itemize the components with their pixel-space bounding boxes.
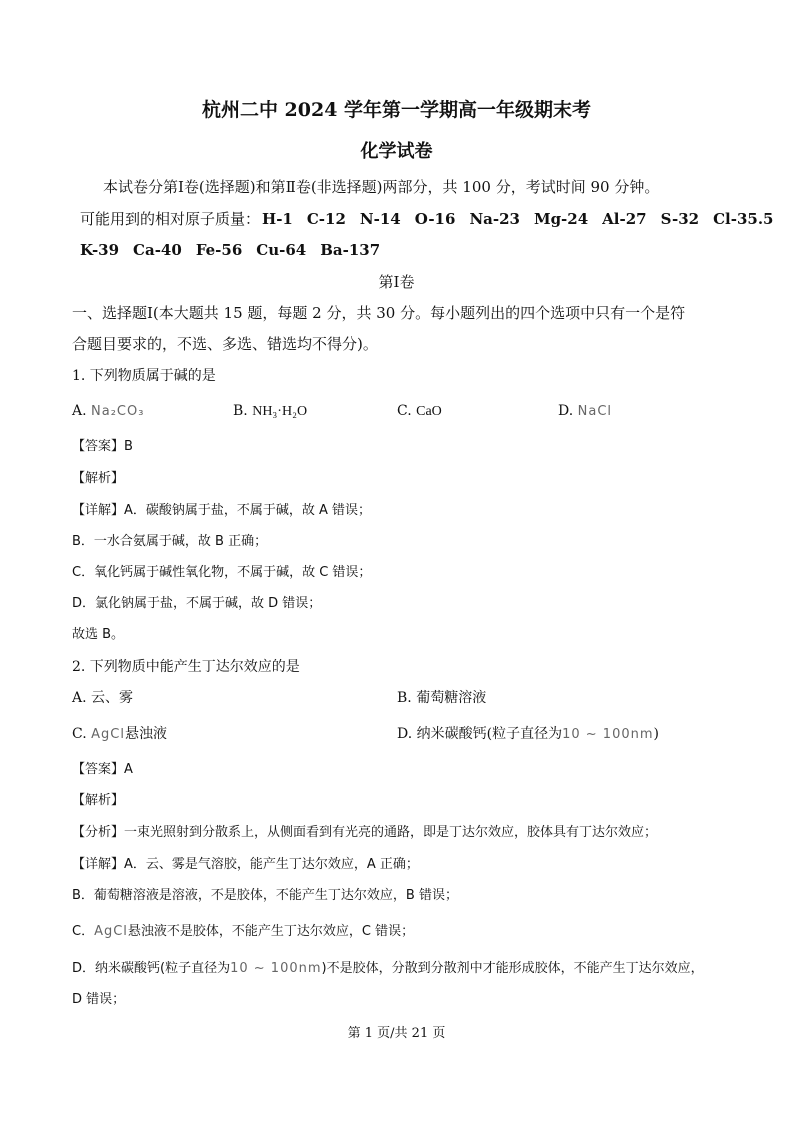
atomic-mass: Cl-35.5 bbox=[713, 210, 774, 228]
option-text: 纳米碳酸钙(粒子直径为 bbox=[416, 726, 563, 742]
option-text: ) bbox=[653, 726, 659, 742]
question-2-detail-line: 【详解】A．云、雾是气溶胶，能产生丁达尔效应，A 正确； bbox=[72, 857, 419, 872]
option-formula: NaCl bbox=[577, 404, 613, 419]
detail-text: )不是胶体，分散到分散剂中才能形成胶体，不能产生丁达尔效应， bbox=[321, 961, 704, 976]
question-1-stem: 1. 下列物质属于碱的是 bbox=[72, 368, 216, 384]
question-2-detail-line: B．葡萄糖溶液是溶液，不是胶体，不能产生丁达尔效应，B 错误； bbox=[72, 888, 458, 903]
option-letter: B. bbox=[233, 403, 248, 419]
atomic-mass-row-1 bbox=[80, 209, 774, 229]
question-2-option-d bbox=[397, 724, 659, 745]
atomic-mass-label: 可能用到的相对原子质量： bbox=[80, 210, 261, 228]
atomic-mass: Fe-56 bbox=[195, 241, 243, 259]
question-2-option-c bbox=[72, 724, 167, 745]
option-formula: Na₂CO₃ bbox=[91, 404, 145, 419]
option-letter: B. bbox=[397, 690, 412, 706]
question-1-option-b bbox=[233, 401, 307, 422]
question-2-detail-line-c bbox=[72, 922, 414, 942]
exam-subtitle: 化学试卷 bbox=[360, 141, 433, 162]
question-1-option-d bbox=[558, 401, 612, 422]
detail-text: D．纳米碳酸钙(粒子直径为 bbox=[72, 961, 231, 976]
option-formula: 10 ~ 100nm bbox=[562, 727, 654, 742]
section-heading-line-2: 合题目要求的，不选、多选、错选均不得分)。 bbox=[72, 335, 378, 353]
question-2-option-a bbox=[72, 688, 133, 708]
detail-text: 悬浊液不是胶体，不能产生丁达尔效应，C 错误； bbox=[127, 924, 415, 939]
question-1-detail-line: B．一水合氨属于碱，故 B 正确； bbox=[72, 534, 268, 549]
volume-heading: 第Ⅰ卷 bbox=[378, 273, 415, 291]
option-text: 悬浊液 bbox=[124, 726, 167, 742]
atomic-mass-row-2 bbox=[80, 240, 394, 260]
page-number: 第 1 页/共 21 页 bbox=[347, 1026, 446, 1041]
option-text: 云、雾 bbox=[91, 690, 134, 706]
atomic-mass: C-12 bbox=[306, 210, 346, 228]
question-2-detail-line-d bbox=[72, 959, 704, 979]
detail-text: C． bbox=[72, 924, 95, 939]
atomic-mass: Na-23 bbox=[469, 210, 520, 228]
question-1-conclusion: 故选 B。 bbox=[72, 627, 125, 642]
question-1-option-c bbox=[397, 401, 442, 422]
question-1-answer: 【答案】B bbox=[72, 439, 133, 454]
option-letter: A. bbox=[72, 690, 87, 706]
detail-formula: AgCl bbox=[94, 924, 128, 939]
option-letter: C. bbox=[397, 403, 412, 419]
question-2-option-b bbox=[397, 688, 486, 708]
option-formula: NH₃·H₂O bbox=[252, 404, 308, 419]
question-2-answer: 【答案】A bbox=[72, 762, 133, 777]
question-1-detail-line: 【详解】A．碳酸钠属于盐，不属于碱，故 A 错误； bbox=[72, 503, 372, 518]
option-formula: CaO bbox=[416, 404, 442, 419]
question-2-stem: 2. 下列物质中能产生丁达尔效应的是 bbox=[72, 659, 300, 675]
atomic-mass: Al-27 bbox=[602, 210, 647, 228]
question-1-analysis-label: 【解析】 bbox=[72, 471, 125, 486]
option-text: 葡萄糖溶液 bbox=[416, 690, 487, 706]
atomic-mass: H-1 bbox=[262, 210, 293, 228]
option-letter: D. bbox=[558, 403, 574, 419]
atomic-mass: K-39 bbox=[80, 241, 120, 259]
option-letter: C. bbox=[72, 726, 87, 742]
section-heading-line-1: 一、选择题Ⅰ(本大题共 15 题，每题 2 分，共 30 分。每小题列出的四个选项中只有一个是符 bbox=[72, 304, 686, 322]
option-letter: D. bbox=[397, 726, 413, 742]
atomic-mass: Mg-24 bbox=[533, 210, 589, 228]
question-1-option-a bbox=[72, 401, 144, 422]
question-1-detail-line: D．氯化钠属于盐，不属于碱，故 D 错误； bbox=[72, 596, 322, 611]
atomic-mass: O-16 bbox=[414, 210, 456, 228]
option-letter: A. bbox=[72, 403, 87, 419]
question-2-detail-line-d-cont: D 错误； bbox=[72, 992, 126, 1007]
atomic-mass: S-32 bbox=[660, 210, 700, 228]
question-1-detail-line: C．氧化钙属于碱性氧化物，不属于碱，故 C 错误； bbox=[72, 565, 372, 580]
atomic-mass: N-14 bbox=[359, 210, 401, 228]
exam-title: 杭州二中 2024 学年第一学期高一年级期末考 bbox=[201, 99, 592, 121]
detail-formula: 10 ~ 100nm bbox=[230, 961, 322, 976]
intro-line: 本试卷分第Ⅰ卷(选择题)和第Ⅱ卷(非选择题)两部分，共 100 分，考试时间 90 分钟。 bbox=[103, 178, 660, 196]
atomic-mass: Cu-64 bbox=[256, 241, 307, 259]
question-2-fenxi: 【分析】一束光照射到分散系上，从侧面看到有光亮的通路，即是丁达尔效应，胶体具有丁达尔效应； bbox=[72, 825, 658, 840]
question-2-analysis-label: 【解析】 bbox=[72, 793, 125, 808]
atomic-mass: Ba-137 bbox=[320, 241, 381, 259]
option-formula: AgCl bbox=[91, 727, 125, 742]
atomic-mass: Ca-40 bbox=[133, 241, 182, 259]
